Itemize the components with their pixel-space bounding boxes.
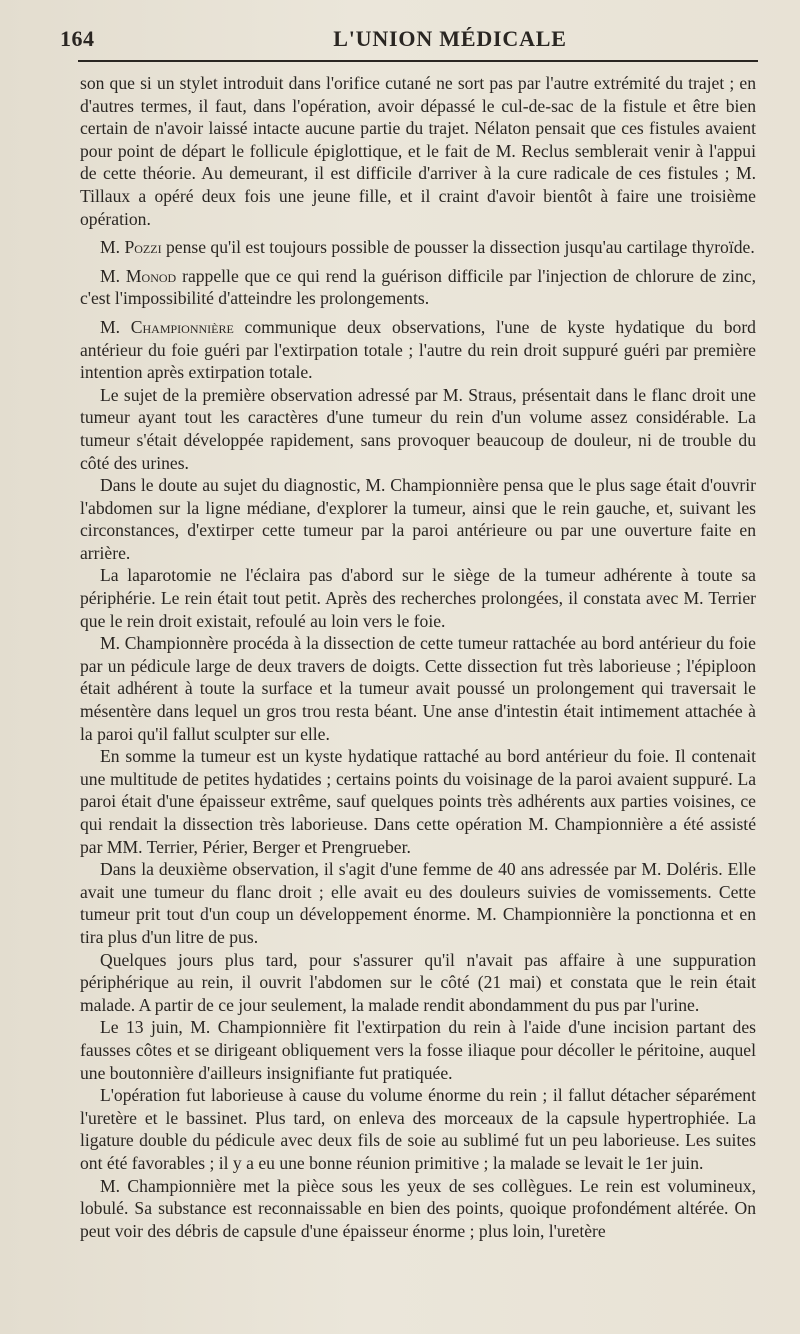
article-body <box>80 72 756 1242</box>
paragraph: M. Championnière met la pièce sous les yeux de ses collègues. Le rein est volumineux, lobulé. Sa substance est reconnaissable en bien des points, quoique profondément altérée. On peut voir des débris de capsule d'une épaisseur énorme ; plus loin, l'uretère <box>80 1175 756 1241</box>
paragraph: L'opération fut laborieuse à cause du volume énorme du rein ; il fallut détacher séparément l'uretère et le bassinet. Plus tard, on enleva des morceaux de la capsule hypertrophiée. La ligature double du pédicule avec deux fils de soie au sublimé fut un peu laborieuse. Les suites ont été favorables ; il y a eu une bonne réunion primitive ; la malade se levait le 1er juin. <box>80 1085 756 1173</box>
paragraph: Dans le doute au sujet du diagnostic, M. Championnière pensa que le plus sage était d'ouvrir l'abdomen sur la ligne médiane, d'explorer la tumeur, ainsi que le rein gauche, et, suivant les circonstances, d'extirper cette tumeur par la paroi antérieure ou par une ouverture faite en arrière. <box>80 475 756 563</box>
paragraph: son que si un stylet introduit dans l'orifice cutané ne sort pas par l'autre extrémité du trajet ; en d'autres termes, il faut, dans l'opération, avoir dépassé le cul-de-sac de la fistule et être bien certain de n'avoir laissé intacte aucune partie du trajet. Nélaton pensait que ces fistules avaient pour point de départ le follicule épiglottique, et le fait de M. Reclus semblerait venir à l'appui de cette théorie. Au demeurant, il est difficile d'arriver à la cure radicale de ces fistules ; M. Tillaux a opéré deux fois une jeune fille, et il craint d'avoir bientôt à faire une troisième opération. <box>80 73 756 229</box>
paragraph: M. Championnère procéda à la dissection de cette tumeur rattachée au bord antérieur du foie par un pédicule large de deux travers de doigts. Cette dissection fut très laborieuse ; l'épiploon était adhérent à toute la surface et la tumeur avait poussé un prolongement qui traversait le mésentère dans lequel un gros trou resta béant. Une anse d'intestin était intimement attachée à la paroi qu'il fallut sculpter sur elle. <box>80 633 756 744</box>
paragraph: Le 13 juin, M. Championnière fit l'extirpation du rein à l'aide d'une incision partant des fausses côtes et se dirigeant obliquement vers la fosse iliaque pour décoller le péritoine, auquel une boutonnière d'ailleurs insignifiante fut pratiquée. <box>80 1017 756 1083</box>
page-number: 164 <box>60 26 95 51</box>
running-title: L'UNION MÉDICALE <box>333 26 567 51</box>
header-rule <box>78 60 758 62</box>
paragraph: M. Pozzi pense qu'il est toujours possible de pousser la dissection jusqu'au cartilage thyroïde. <box>100 237 755 258</box>
paragraph-text: communique deux observations, l'une de kyste hydatique du bord antérieur du foie guéri par l'extirpation totale ; l'autre du rein droit suppuré guéri par première intention après extirpation totale. <box>80 316 756 383</box>
speaker-name: Monod <box>125 265 177 286</box>
paragraph: M. Championnière communique deux observations, l'une de kyste hydatique du bord antérieur du foie guéri par l'extirpation totale ; l'autre du rein droit suppuré guéri par première intention après extirpation totale. <box>80 316 756 383</box>
paragraph-text: pense qu'il est toujours possible de pousser la dissection jusqu'au cartilage thyroïde. <box>165 237 755 258</box>
page-header <box>60 20 760 60</box>
speaker-name: Championnière <box>130 316 234 337</box>
paragraph: Quelques jours plus tard, pour s'assurer qu'il n'avait pas affaire à une suppuration périphérique au rein, il ouvrit l'abdomen sur le côté (21 mai) et constata que le rein était malade. A partir de ce jour seulement, la malade rendit abondamment du pus par l'urine. <box>80 949 756 1015</box>
paragraph: Le sujet de la première observation adressé par M. Straus, présentait dans le flanc droit une tumeur ayant tout les caractères d'une tumeur du rein d'un volume assez considérable. La tumeur s'était développée rapidement, sans provoquer beaucoup de douleur, ni de trouble du côté des urines. <box>80 384 756 473</box>
paragraph-text: rappelle que ce qui rend la guérison difficile par l'injection de chlorure de zinc, c'est l'impossibilité d'atteindre les prolongements. <box>80 265 756 309</box>
speaker-name: Pozzi <box>124 237 162 258</box>
paragraph: La laparotomie ne l'éclaira pas d'abord sur le siège de la tumeur adhérente à toute sa périphérie. Le rein était tout petit. Après des recherches prolongées, il constata avec M. Terrier que le rein droit existait, refoulé au loin vers le foie. <box>80 565 756 631</box>
paragraph: M. Monod rappelle que ce qui rend la guérison difficile par l'injection de chlorure de zinc, c'est l'impossibilité d'atteindre les prolongements. <box>80 265 756 309</box>
paragraph: En somme la tumeur est un kyste hydatique rattaché au bord antérieur du foie. Il contenait une multitude de petites hydatides ; certains points du voisinage de la paroi avaient suppuré. La paroi était d'une épaisseur extrême, sauf quelques points très adhérents aux parties voisines, ce qui rendait la dissection très laborieuse. Dans cette opération M. Championnière a été assisté par MM. Terrier, Périer, Berger et Prengrueber. <box>80 746 756 857</box>
paragraph: Dans la deuxième observation, il s'agit d'une femme de 40 ans adressée par M. Doléris. Elle avait une tumeur du flanc droit ; elle avait eu des douleurs suivies de vomissements. Cette tumeur prit tout d'un coup un développement énorme. M. Championnière la ponctionna et en tira plus d'un litre de pus. <box>80 859 756 947</box>
